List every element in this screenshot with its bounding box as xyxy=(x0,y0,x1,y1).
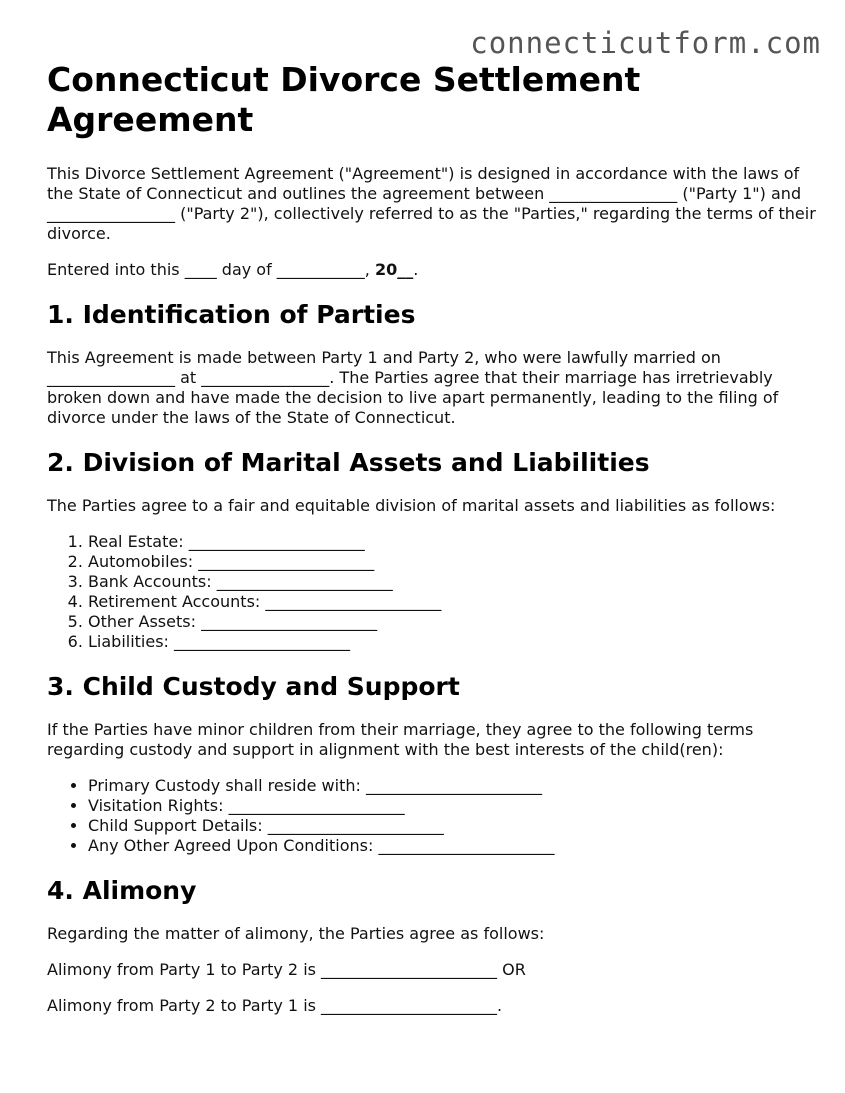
entered-date-line xyxy=(47,260,817,280)
list-item: 1. Real Estate: ______________________ xyxy=(88,532,817,552)
assets-list xyxy=(47,532,817,652)
section-body: The Parties agree to a fair and equitable division of marital assets and liabilities as follows: xyxy=(47,496,776,515)
entered-prefix: Entered into this ____ day of ___________, xyxy=(47,260,375,279)
watermark: connecticutform.com xyxy=(470,26,821,60)
custody-list xyxy=(47,776,817,856)
section-heading: 1. Identification of Parties xyxy=(47,300,416,329)
document-title: Connecticut Divorce Settlement Agreement xyxy=(47,60,641,139)
list-item: • Any Other Agreed Upon Conditions: ______________________ xyxy=(88,836,817,856)
list-item: 4. Retirement Accounts: ______________________ xyxy=(88,592,817,612)
list-item: • Child Support Details: ______________________ xyxy=(88,816,817,836)
section-heading: 3. Child Custody and Support xyxy=(47,672,460,701)
alimony-line-1: Alimony from Party 1 to Party 2 is ______________________ OR xyxy=(47,960,526,979)
section-alimony xyxy=(47,876,817,1016)
intro-paragraph: This Divorce Settlement Agreement ("Agreement") is designed in accordance with the laws of the State of Connecticut and outlines the agreement between ________________ ("Party 1") and ________________ ("Party 2"), collectively referred to as the "Parties," regarding the terms of their divorce. xyxy=(47,164,816,243)
list-item: 2. Automobiles: ______________________ xyxy=(88,552,817,572)
section-identification xyxy=(47,300,817,428)
section-assets xyxy=(47,448,817,652)
section-body: This Agreement is made between Party 1 and Party 2, who were lawfully married on ________________ at ________________. The Parties agree that their marriage has irretrievably broken down and have made the decision to live apart permanently, leading to the filing of divorce under the laws of the State of Connecticut. xyxy=(47,348,779,427)
document-page xyxy=(47,60,817,1032)
section-heading: 4. Alimony xyxy=(47,876,197,905)
entered-year: 20__ xyxy=(374,260,414,279)
list-item: • Visitation Rights: ______________________ xyxy=(88,796,817,816)
list-item: 6. Liabilities: ______________________ xyxy=(88,632,817,652)
section-body: Regarding the matter of alimony, the Parties agree as follows: xyxy=(47,924,545,943)
list-item: 5. Other Assets: ______________________ xyxy=(88,612,817,632)
section-custody xyxy=(47,672,817,856)
list-item: • Primary Custody shall reside with: ______________________ xyxy=(88,776,817,796)
section-heading: 2. Division of Marital Assets and Liabilities xyxy=(47,448,650,477)
alimony-line-2: Alimony from Party 2 to Party 1 is ______________________. xyxy=(47,996,503,1015)
list-item: 3. Bank Accounts: ______________________ xyxy=(88,572,817,592)
entered-suffix: . xyxy=(413,260,419,279)
section-body: If the Parties have minor children from their marriage, they agree to the following terms regarding custody and support in alignment with the best interests of the child(ren): xyxy=(47,720,754,759)
